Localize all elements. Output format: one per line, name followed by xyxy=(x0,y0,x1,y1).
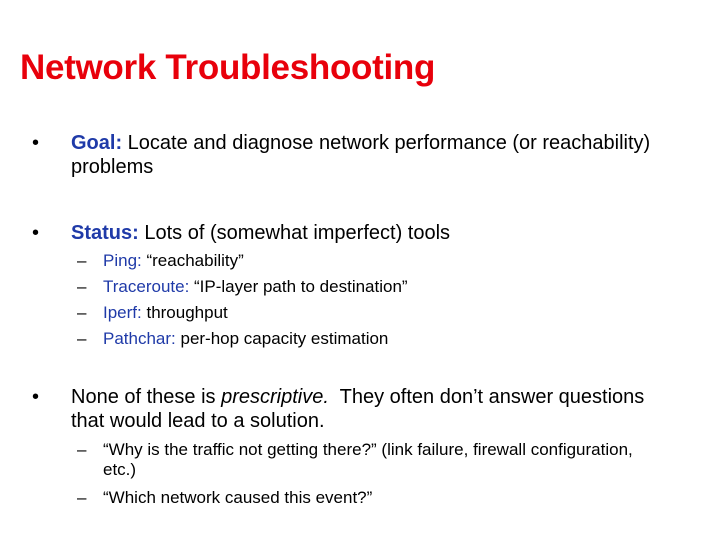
bullet-status xyxy=(32,221,672,245)
bullet-body: Locate and diagnose network performance (or reachability) problems xyxy=(71,132,651,178)
sub-marker: – xyxy=(77,329,87,348)
question-item-which xyxy=(77,488,637,508)
sub-marker: – xyxy=(77,303,87,322)
tool-label: Pathchar: xyxy=(103,329,176,348)
question-item-why xyxy=(77,440,637,480)
tool-desc: “IP-layer path to destination” xyxy=(189,277,408,296)
tool-item-traceroute xyxy=(77,274,408,300)
bullet-label-status: Status: xyxy=(71,222,139,244)
tool-label: Ping: xyxy=(103,251,142,270)
bullet-body-after: They often don’t answer questions that would lead to a solution. xyxy=(71,386,650,432)
sub-marker: – xyxy=(77,440,87,459)
tool-desc: throughput xyxy=(141,303,228,322)
bullet-body: Lots of (somewhat imperfect) tools xyxy=(138,222,451,244)
sub-marker: – xyxy=(77,488,87,507)
bullet-text xyxy=(32,385,672,433)
sub-text xyxy=(77,248,244,274)
tool-label: Iperf: xyxy=(103,303,142,322)
bullet-marker: • xyxy=(32,386,40,408)
tool-item-iperf xyxy=(77,300,228,326)
slide-title: Network Troubleshooting xyxy=(20,48,436,87)
bullet-goal xyxy=(32,131,672,179)
bullet-emphasis: prescriptive. xyxy=(221,386,329,408)
sub-text xyxy=(77,300,228,326)
sub-text xyxy=(77,326,388,352)
tool-label: Traceroute: xyxy=(103,277,190,296)
tool-item-pathchar xyxy=(77,326,388,352)
bullet-text xyxy=(32,221,672,245)
bullet-label-goal: Goal: xyxy=(71,132,123,154)
sub-text: “Why is the traffic not getting there?” (link failure, firewall configuration, etc.) xyxy=(103,440,633,479)
bullet-text xyxy=(32,131,672,179)
tool-desc: “reachability” xyxy=(141,251,244,270)
bullet-marker: • xyxy=(32,132,40,154)
sub-marker: – xyxy=(77,277,87,296)
sub-text xyxy=(77,274,408,300)
bullet-body-before: None of these is xyxy=(71,386,222,408)
bullet-none-prescriptive xyxy=(32,385,672,433)
sub-marker: – xyxy=(77,251,87,270)
sub-text: “Which network caused this event?” xyxy=(103,488,373,507)
tool-item-ping xyxy=(77,248,244,274)
bullet-marker: • xyxy=(32,222,40,244)
tool-desc: per-hop capacity estimation xyxy=(175,329,389,348)
